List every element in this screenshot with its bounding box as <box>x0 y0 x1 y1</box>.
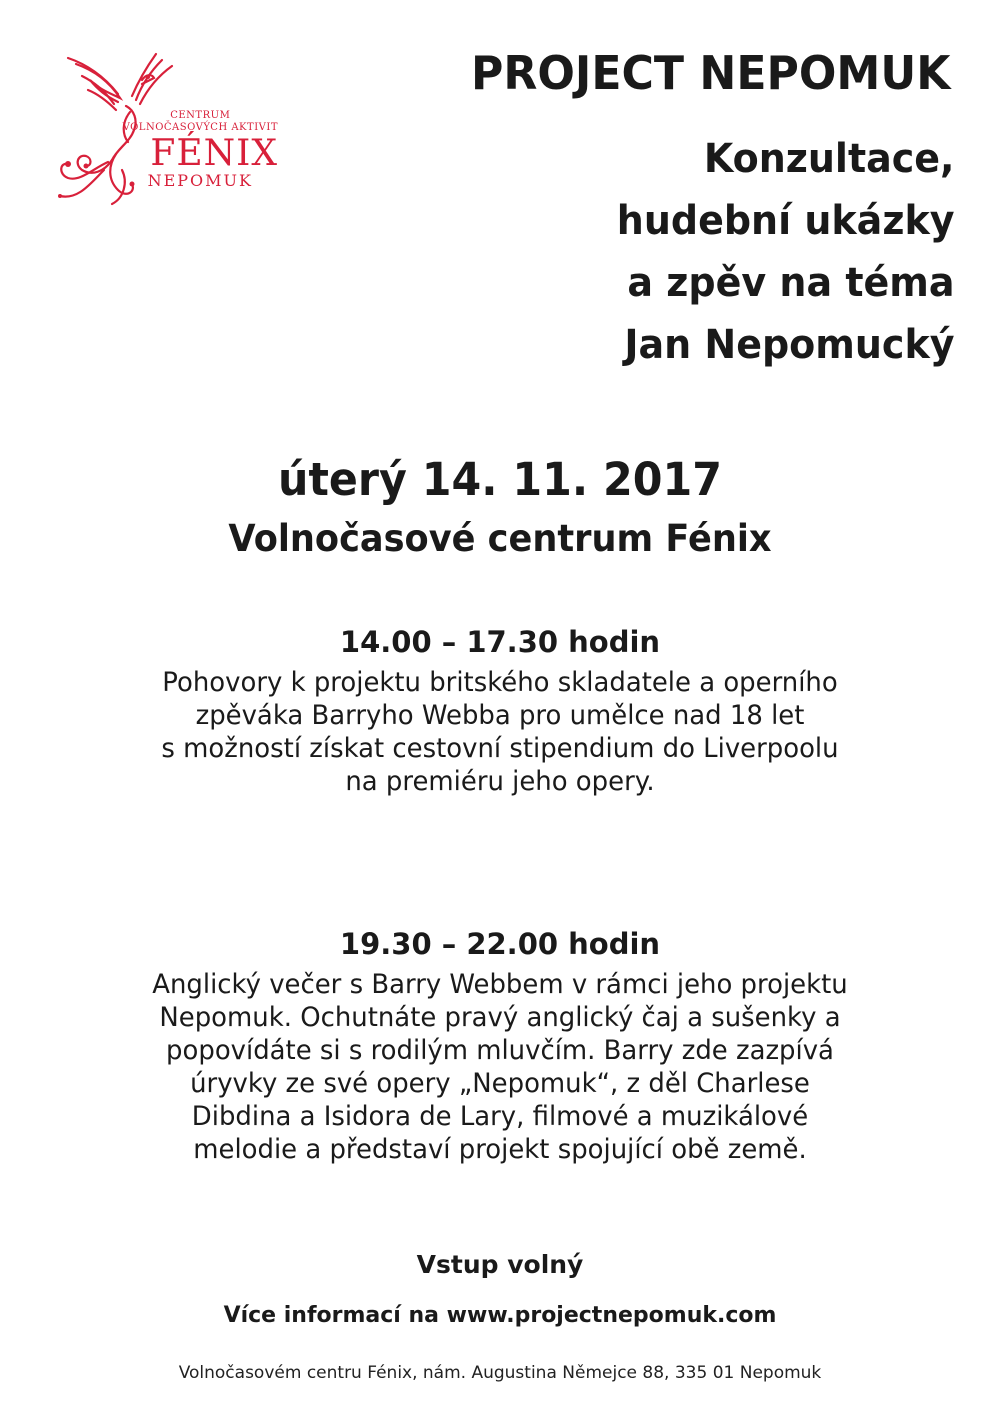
subtitle-line: hudební ukázky <box>616 198 954 244</box>
session-line: Dibdina a Isidora de Lary, filmové a muzikálové <box>191 1101 809 1132</box>
session-line: na premiéru jeho opery. <box>345 766 655 797</box>
session-description <box>20 666 980 798</box>
session-description <box>20 968 980 1166</box>
session-line: Anglický večer s Barry Webbem v rámci jeho projektu <box>152 969 848 1000</box>
session-evening <box>0 920 1000 1166</box>
session-line: s možností získat cestovní stipendium do Liverpoolu <box>161 733 839 764</box>
logo-name: FÉNIX <box>150 133 278 174</box>
subtitle-line: Konzultace, <box>703 136 954 182</box>
logo-line-aktivit: VOLNOČASOVÝCH AKTIVIT <box>122 122 278 133</box>
session-afternoon <box>0 618 1000 798</box>
session-line: Pohovory k projektu britského skladatele a operního <box>162 667 838 698</box>
subtitle <box>616 128 954 376</box>
logo-text <box>123 110 278 190</box>
subtitle-line: Jan Nepomucký <box>623 322 954 368</box>
project-title: PROJECT NEPOMUK <box>470 46 950 100</box>
session-line: popovídáte si s rodilým mluvčím. Barry zde zazpívá <box>166 1035 834 1066</box>
event-venue: Volnočasové centrum Fénix <box>228 517 772 560</box>
session-line: úryvky ze své opery „Nepomuk“, z děl Charlese <box>190 1068 810 1099</box>
subtitle-line: a zpěv na téma <box>626 260 954 306</box>
logo-line-centrum: CENTRUM <box>170 110 231 121</box>
session-time: 19.30 – 22.00 hodin <box>339 927 661 961</box>
session-line: Nepomuk. Ochutnáte pravý anglický čaj a sušenky a <box>159 1002 841 1033</box>
session-time: 14.00 – 17.30 hodin <box>339 625 661 659</box>
more-info: Více informací na www.projectnepomuk.com <box>223 1303 777 1328</box>
admission-note: Vstup volný <box>416 1250 584 1279</box>
fenix-logo <box>38 50 288 210</box>
event-date: úterý 14. 11. 2017 <box>278 453 722 506</box>
venue-address: Volnočasovém centru Fénix, nám. Augustina Němejce 88, 335 01 Nepomuk <box>178 1363 822 1383</box>
event-info <box>0 450 1000 568</box>
session-line: melodie a představí projekt spojující obě země. <box>193 1134 807 1165</box>
session-line: zpěváka Barryho Webba pro umělce nad 18 let <box>195 700 805 731</box>
logo-town: NEPOMUK <box>147 171 253 190</box>
